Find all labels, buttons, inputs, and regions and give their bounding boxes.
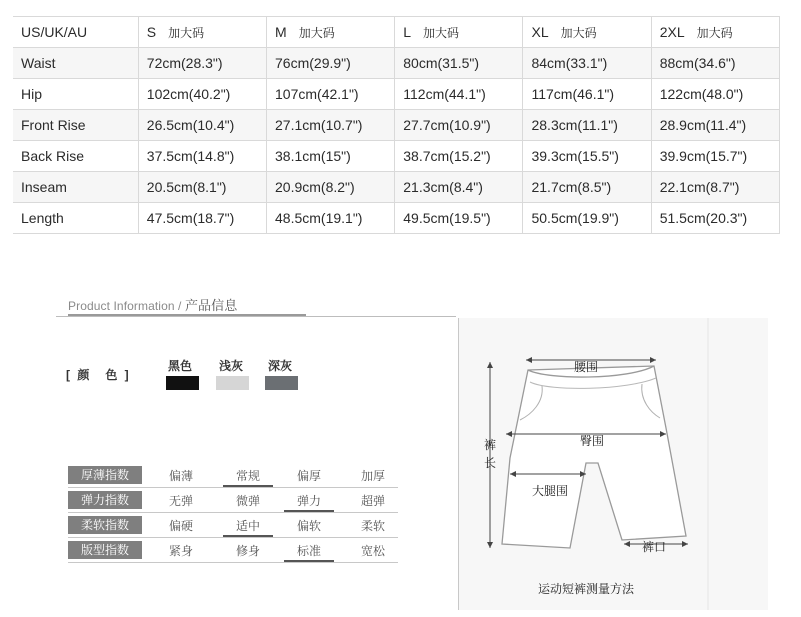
row-divider [68,537,398,538]
table-row [13,110,780,141]
size-header-l: L 加大码 [395,17,523,48]
index-option: 标准 [284,542,334,562]
table-cell: 107cm(42.1") [267,79,395,110]
table-cell: 49.5cm(19.5") [395,203,523,234]
row-label: Hip [13,79,138,110]
table-row [13,172,780,203]
table-cell: 76cm(29.9") [267,48,395,79]
label-leg-opening: 裤口 [642,540,667,554]
section-divider [56,316,456,317]
color-name-dark-gray: 深灰 [268,359,293,373]
index-option: 加厚 [360,469,385,483]
index-option: 紧身 [168,544,193,558]
table-cell: 27.7cm(10.9") [395,110,523,141]
table-row [13,141,780,172]
table-cell: 27.1cm(10.7") [267,110,395,141]
size-table [13,16,780,234]
shorts-outline-illustration [458,318,768,610]
measurement-diagram [458,318,768,610]
index-option: 适中 [223,517,273,537]
size-header-2xl: 2XL 加大码 [651,17,779,48]
index-label: 柔软指数 [68,516,142,534]
table-cell: 47.5cm(18.7") [138,203,266,234]
table-cell: 21.7cm(8.5") [523,172,651,203]
index-option: 常规 [223,467,273,487]
table-cell: 88cm(34.6") [651,48,779,79]
label-waist: 腰围 [574,360,599,374]
color-label: [ 颜 色 ] [66,368,131,382]
size-header-s: S 加大码 [138,17,266,48]
index-option: 偏薄 [168,469,193,483]
diagram-caption: 运动短裤测量方法 [538,582,635,596]
table-cell: 22.1cm(8.7") [651,172,779,203]
table-cell: 21.3cm(8.4") [395,172,523,203]
table-cell: 26.5cm(10.4") [138,110,266,141]
size-table-header [13,17,780,48]
table-cell: 48.5cm(19.1") [267,203,395,234]
label-thigh: 大腿围 [532,484,569,498]
color-swatch-light-gray[interactable] [216,376,249,390]
row-divider [68,487,398,488]
table-cell: 28.9cm(11.4") [651,110,779,141]
size-header-xl: XL 加大码 [523,17,651,48]
table-cell: 80cm(31.5") [395,48,523,79]
index-option: 偏硬 [168,519,193,533]
label-length-1: 裤 [484,438,497,452]
region-header: US/UK/AU [13,17,138,48]
index-option: 修身 [235,544,260,558]
index-option: 无弹 [168,494,193,508]
table-cell: 39.3cm(15.5") [523,141,651,172]
row-label: Back Rise [13,141,138,172]
size-header-m: M 加大码 [267,17,395,48]
table-cell: 20.5cm(8.1") [138,172,266,203]
row-label: Waist [13,48,138,79]
color-swatch-black[interactable] [166,376,199,390]
table-cell: 28.3cm(11.1") [523,110,651,141]
table-cell: 51.5cm(20.3") [651,203,779,234]
index-option: 柔软 [360,519,385,533]
table-cell: 37.5cm(14.8") [138,141,266,172]
index-option: 偏厚 [296,469,321,483]
table-cell: 117cm(46.1") [523,79,651,110]
row-label: Inseam [13,172,138,203]
table-cell: 50.5cm(19.9") [523,203,651,234]
table-cell: 112cm(44.1") [395,79,523,110]
table-cell: 20.9cm(8.2") [267,172,395,203]
table-cell: 38.7cm(15.2") [395,141,523,172]
table-cell: 102cm(40.2") [138,79,266,110]
index-option: 弹力 [284,492,334,512]
row-label: Front Rise [13,110,138,141]
table-cell: 72cm(28.3") [138,48,266,79]
row-divider [68,512,398,513]
color-name-black: 黑色 [168,359,193,373]
label-length-2: 长 [484,456,497,470]
index-option: 微弹 [235,494,260,508]
index-option: 超弹 [360,494,385,508]
product-info-title: Product Information / 产品信息 [68,298,238,313]
color-swatch-dark-gray[interactable] [265,376,298,390]
table-row [13,79,780,110]
row-divider [68,562,398,563]
label-hip: 臀围 [580,434,605,448]
table-row [13,203,780,234]
index-option: 偏软 [296,519,321,533]
index-label: 厚薄指数 [68,466,142,484]
table-row [13,48,780,79]
table-cell: 84cm(33.1") [523,48,651,79]
row-label: Length [13,203,138,234]
table-cell: 39.9cm(15.7") [651,141,779,172]
table-cell: 122cm(48.0") [651,79,779,110]
index-label: 弹力指数 [68,491,142,509]
index-option: 宽松 [360,544,385,558]
table-cell: 38.1cm(15") [267,141,395,172]
color-name-light-gray: 浅灰 [219,359,244,373]
index-label: 版型指数 [68,541,142,559]
